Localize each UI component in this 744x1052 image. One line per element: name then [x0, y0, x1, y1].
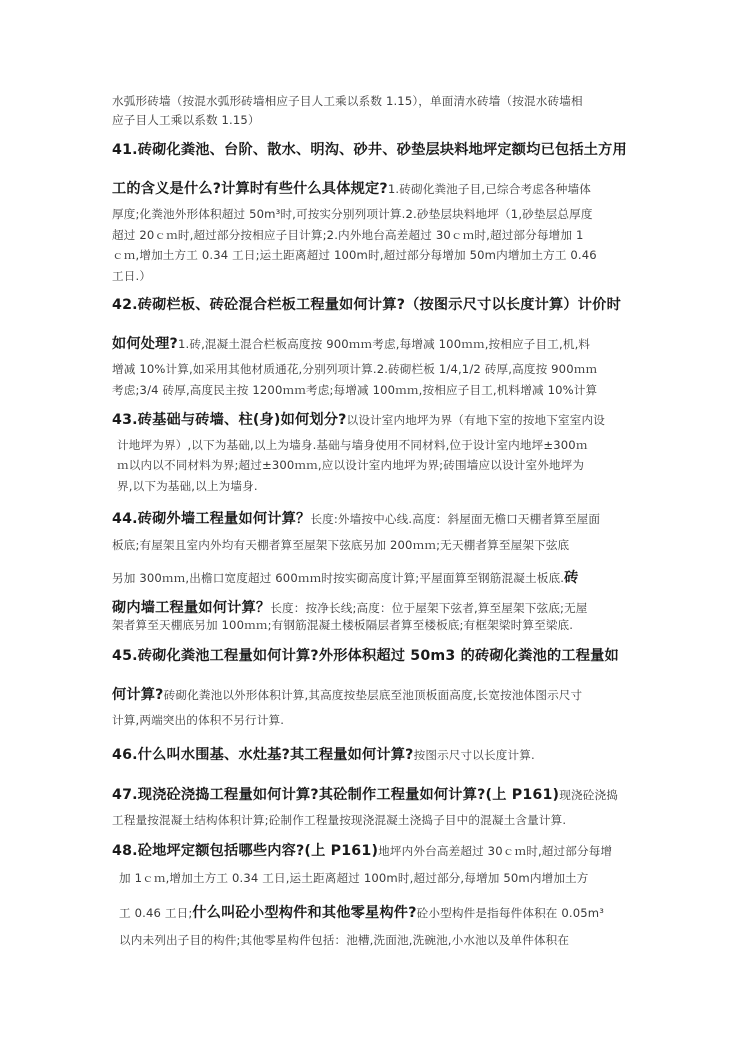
- bold-text: 如何处理?: [112, 336, 178, 352]
- small-components-heading: [119, 902, 644, 922]
- text-line: [112, 617, 644, 633]
- body-text: 长度:外墙按中心线.高度：斜屋面无檐口天棚者算至屋面: [310, 512, 601, 526]
- body-text: 水弧形砖墙（按混水弧形砖墙相应子目人工乘以系数 1.15），单面清水砖墙（按混水砖墙相: [112, 94, 583, 108]
- bold-text: 45.砖砌化粪池工程量如何计算?外形体积超过 50m3 的砖砌化粪池的工程量如: [112, 648, 619, 664]
- bold-text: 44.砖砌外墙工程量如何计算？: [112, 511, 311, 527]
- body-text: 应子目人工乘以系数 1.15）: [112, 113, 260, 127]
- question-47-heading: [112, 784, 644, 804]
- text-line: [119, 932, 644, 948]
- bold-text: 41.砖砌化粪池、台阶、散水、明沟、砂井、砂垫层块料地坪定额均已包括土方用: [112, 142, 627, 158]
- question-44-heading: [112, 508, 644, 528]
- text-line: [112, 537, 644, 553]
- text-line: [112, 361, 644, 377]
- body-text: 板底;有屋架且室内外均有天棚者算至屋架下弦底另加 200ｍｍ;无天棚者算至屋架下弦底: [112, 538, 570, 552]
- bold-text: 48.砼地坪定额包括哪些内容?(上 P161): [112, 843, 379, 859]
- text-line: [117, 437, 644, 453]
- body-text: 超过 20ｃｍ时,超过部分按相应子目计算;2.内外地台高差超过 30ｃｍ时,超过部分每增加 1: [112, 228, 584, 242]
- text-line: [112, 227, 644, 243]
- body-text: 砼小型构件是指每件体积在 0.05m³: [416, 906, 605, 920]
- body-text: 加 1ｃｍ,增加土方工 0.34 工日,运土距离超过 100m时,超过部分,每增加 50m内增加土方: [119, 871, 589, 885]
- text-line: [112, 712, 644, 728]
- body-text: 砖砌化粪池以外形体积计算,其高度按垫层底至池顶板面高度,长宽按池体图示尺寸: [163, 688, 583, 702]
- body-text: 按图示尺寸以长度计算.: [413, 748, 535, 762]
- text-line: [112, 112, 644, 128]
- question-41-heading: [112, 139, 644, 159]
- question-42-heading: [112, 294, 644, 314]
- internal-wall-heading: [112, 597, 644, 617]
- bold-text: 43.砖基础与砖墙、柱(身)如何划分?: [112, 412, 347, 428]
- body-text: 以设计室内地坪为界（有地下室的按地下室室内设: [346, 413, 605, 427]
- body-text: 1.砖,混凝土混合栏板高度按 900ｍｍ考虑,每增减 100ｍｍ,按相应子目工,机,料: [177, 337, 591, 351]
- body-text: 长度：按净长线;高度：位于屋架下弦者,算至屋架下弦底;无屋: [270, 601, 588, 615]
- question-45-heading-cont: [112, 684, 644, 704]
- body-text: 1.砖砌化粪池子目,已综合考虑各种墙体: [387, 182, 591, 196]
- text-line: [119, 870, 644, 886]
- text-line: [117, 457, 644, 473]
- body-text: 地坪内外台高差超过 30ｃｍ时,超过部分每增: [378, 844, 613, 858]
- bold-text: 什么叫砼小型构件和其他零星构件?: [192, 905, 417, 921]
- text-line: [117, 478, 644, 494]
- body-text: ｍ以内以不同材料为界;超过±300ｍｍ,应以设计室内地坪为界;砖围墙应以设计室外地坪为: [117, 458, 585, 472]
- bold-text: 砌内墙工程量如何计算？: [112, 600, 271, 616]
- text-line: [112, 382, 644, 398]
- body-text: 计算,两端突出的体积不另行计算.: [112, 713, 285, 727]
- bold-text: 42.砖砌栏板、砖砼混合栏板工程量如何计算?（按图示尺寸以长度计算）计价时: [112, 297, 621, 313]
- question-48-heading: [112, 840, 644, 860]
- body-text: 计地坪为界）,以下为基础,以上为墙身.基础与墙身使用不同材料,位于设计室内地坪±300ｍ: [117, 438, 588, 452]
- bold-text: 何计算?: [112, 687, 164, 703]
- text-line: [112, 812, 644, 828]
- body-text: 工 0.46 工日;: [119, 906, 193, 920]
- body-text: 工日.）: [112, 269, 152, 283]
- body-text: 架者算至天棚底另加 100ｍｍ;有钢筋混凝土楼板隔层者算至楼板底;有框架梁时算至梁底.: [112, 618, 574, 632]
- body-text: 考虑;3/4 砖厚,高度民主按 1200ｍｍ考虑;每增减 100ｍｍ,按相应子目工,机料增减 10%计算: [112, 383, 598, 397]
- bold-text: 47.现浇砼浇捣工程量如何计算?其砼制作工程量如何计算?(上 P161): [112, 787, 560, 803]
- question-45-heading: [112, 645, 644, 665]
- text-line: [112, 93, 644, 109]
- bold-text: 46.什么叫水围基、水灶基?其工程量如何计算?: [112, 747, 414, 763]
- body-text: 界,以下为基础,以上为墙身.: [117, 479, 258, 493]
- question-41-heading-cont: [112, 178, 644, 198]
- question-42-heading-cont: [112, 333, 644, 353]
- body-text: 另加 300ｍｍ,出檐口宽度超过 600ｍｍ时按实砌高度计算;平屋面算至钢筋混凝土板底.: [112, 571, 565, 585]
- body-text: 现浇砼浇捣: [559, 788, 618, 802]
- bold-text: 砖: [564, 570, 579, 586]
- question-43-heading: [112, 409, 644, 429]
- text-line: [112, 567, 644, 587]
- body-text: 厚度;化粪池外形体积超过 50m³时,可按实分别列项计算.2.砂垫层块料地坪（1,砂垫层总厚度: [112, 207, 593, 221]
- body-text: 增减 10%计算,如采用其他材质通花,分别列项计算.2.砖砌栏板 1/4,1/2 砖厚,高度按 900ｍｍ: [112, 362, 598, 376]
- text-line: [112, 247, 644, 263]
- bold-text: 工的含义是什么?计算时有些什么具体规定?: [112, 181, 388, 197]
- text-line: [112, 206, 644, 222]
- body-text: ｃｍ,增加土方工 0.34 工日;运土距离超过 100m时,超过部分每增加 50m内增加土方工 0.46: [112, 248, 597, 262]
- text-line: [112, 268, 644, 284]
- body-text: 以内未列出子目的构件;其他零星构件包括：池槽,洗面池,洗碗池,小水池以及单件体积在: [119, 933, 570, 947]
- body-text: 工程量按混凝土结构体积计算;砼制作工程量按现浇混凝土浇捣子目中的混凝土含量计算.: [112, 813, 567, 827]
- question-46-heading: [112, 744, 644, 764]
